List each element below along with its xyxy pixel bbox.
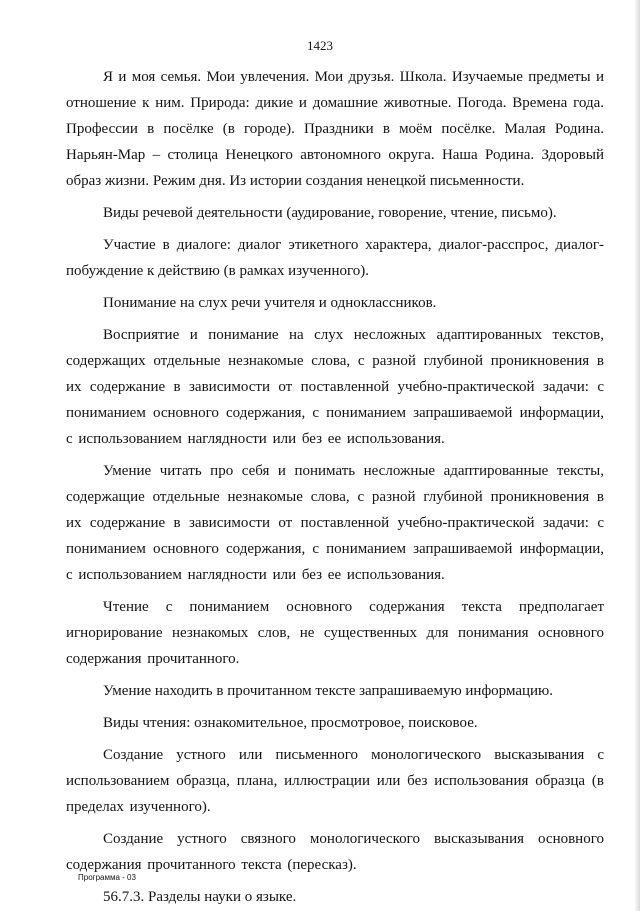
paragraph-dialogue: Участие в диалоге: диалог этикетного характера, диалог-расспрос, диалог-побуждение к действию (в рамках изученного). [66, 237, 604, 279]
document-body [66, 64, 604, 916]
paragraph-listening-teacher: Понимание на слух речи учителя и одноклассников. [103, 295, 437, 311]
paragraph-monologue-creation: Создание устного или письменного монологического высказывания с использованием образца, плана, иллюстрации или без использования образца (в пределах изученного). [66, 747, 604, 815]
paragraph-reading-main-content: Чтение с пониманием основного содержания текста предполагает игнорирование незнакомых слов, не существенных для понимания основного содержания прочитанного. [66, 599, 604, 667]
section-heading-language-science: 56.7.3. Разделы науки о языке. [103, 889, 297, 905]
paragraph-reading-skill: Умение читать про себя и понимать несложные адаптированные тексты, содержащие отдельные незнакомые слова, с разной глубиной проникновения в их содержание в зависимости от поставленной учебно-практической задачи: с пониманием основного содержания, с пониманием запрашиваемой информации, с использованием наглядности или без ее использования. [66, 463, 604, 583]
page-number: 1423 [307, 38, 333, 53]
footer-label: Программа - 03 [78, 873, 136, 882]
paragraph-reading-types: Виды чтения: ознакомительное, просмотровое, поисковое. [103, 715, 478, 731]
paragraph-topics: Я и моя семья. Мои увлечения. Мои друзья. Школа. Изучаемые предметы и отношение к ним. Природа: дикие и домашние животные. Погода. Времена года. Профессии в посёлке (в городе). Праздники в моём посёлке. Малая Родина. Нарьян-Мар – столица Ненецкого автономного округа. Наша Родина. Здоровый образ жизни. Режим дня. Из истории создания ненецкой письменности. [66, 69, 604, 189]
paragraph-retelling: Создание устного связного монологического высказывания основного содержания прочитанного текста (пересказ). [66, 831, 604, 873]
paragraph-speech-activities: Виды речевой деятельности (аудирование, говорение, чтение, письмо). [103, 205, 557, 221]
paragraph-listening-comprehension: Восприятие и понимание на слух несложных адаптированных текстов, содержащих отдельные незнакомые слова, с разной глубиной проникновения в их содержание в зависимости от поставленной учебно-практической задачи: с пониманием основного содержания, с пониманием запрашиваемой информации, с использованием наглядности или без ее использования. [66, 327, 604, 447]
paragraph-finding-information: Умение находить в прочитанном тексте запрашиваемую информацию. [103, 683, 553, 699]
page-edge-shadow [634, 0, 640, 911]
